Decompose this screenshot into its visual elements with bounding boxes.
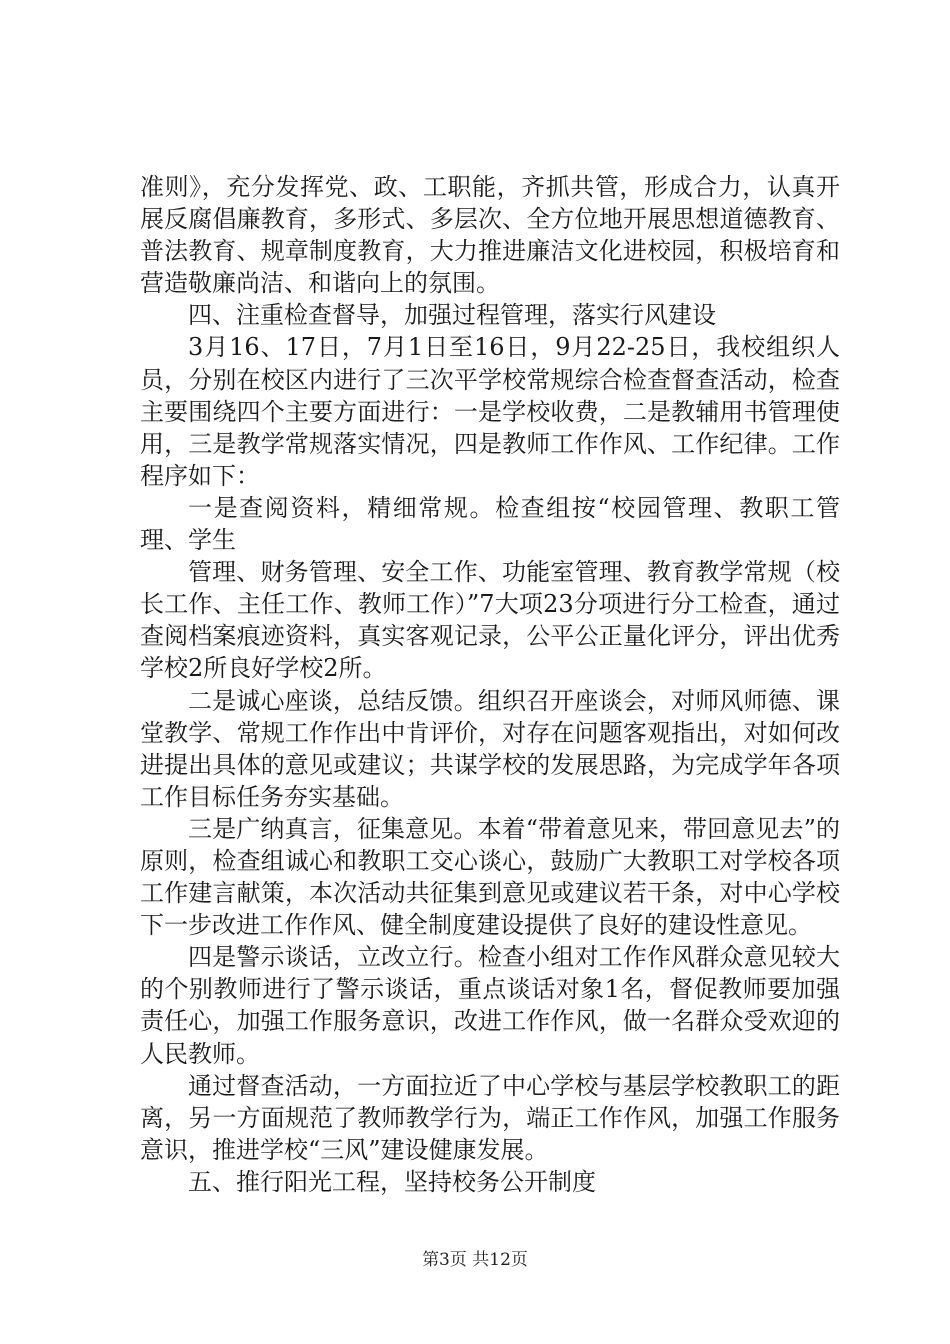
paragraph-6: 二是诚心座谈，总结反馈。组织召开座谈会，对师风师德、课堂教学、常规工作作出中肯评价，对存在问题客观指出，对如何改进提出具体的意见或建议；共谋学校的发展思路，为完成学年各项工作目标任务夯实基础。 — [140, 686, 840, 811]
paragraph-4: 一是查阅资料，精细常规。检查组按“校园管理、教职工管理、学生 — [140, 493, 840, 555]
document-body — [140, 171, 840, 1198]
page-number-footer: 第3页 共12页 — [422, 1250, 528, 1270]
paragraph-1: 准则》，充分发挥党、政、工职能，齐抓共管，形成合力，认真开展反腐倡廉教育，多形式、多层次、全方位地开展思想道德教育、普法教育、规章制度教育，大力推进廉洁文化进校园，积极培育和营造敬廉尚洁、和谐向上的氛围。 — [140, 173, 840, 298]
section-heading-5: 五、推行阳光工程，坚持校务公开制度 — [188, 1167, 596, 1196]
paragraph-9: 通过督查活动，一方面拉近了中心学校与基层学校教职工的距离，另一方面规范了教师教学行为，端正工作作风，加强工作服务意识，推进学校“三风”建设健康发展。 — [140, 1071, 840, 1164]
paragraph-7: 三是广纳真言，征集意见。本着“带着意见来，带回意见去”的原则，检查组诚心和教职工交心谈心，鼓励广大教职工对学校各项工作建言献策，本次活动共征集到意见或建议若干条，对中心学校下一步改进工作作风、健全制度建设提供了良好的建设性意见。 — [140, 814, 840, 940]
paragraph-8: 四是警示谈话，立改立行。检查小组对工作作风群众意见较大的个别教师进行了警示谈话，重点谈话对象1名，督促教师要加强责任心，加强工作服务意识，改进工作作风，做一名群众受欢迎的人民教师。 — [140, 943, 840, 1068]
paragraph-5: 管理、财务管理、安全工作、功能室管理、教育教学常规（校长工作、主任工作、教师工作）”7大项23分项进行分工检查，通过查阅档案痕迹资料，真实客观记录，公平公正量化评分，评出优秀学校2所良好学校2所。 — [140, 558, 840, 683]
paragraph-3: 3月16、17日，7月1日至16日，9月22-25日，我校组织人员，分别在校区内进行了三次平学校常规综合检查督查活动，检查主要围绕四个主要方面进行：一是学校收费，二是教辅用书管理使用，三是教学常规落实情况，四是教师工作作风、工作纪律。工作程序如下： — [140, 333, 840, 490]
section-heading-4: 四、注重检查督导，加强过程管理，落实行风建设 — [188, 301, 716, 330]
